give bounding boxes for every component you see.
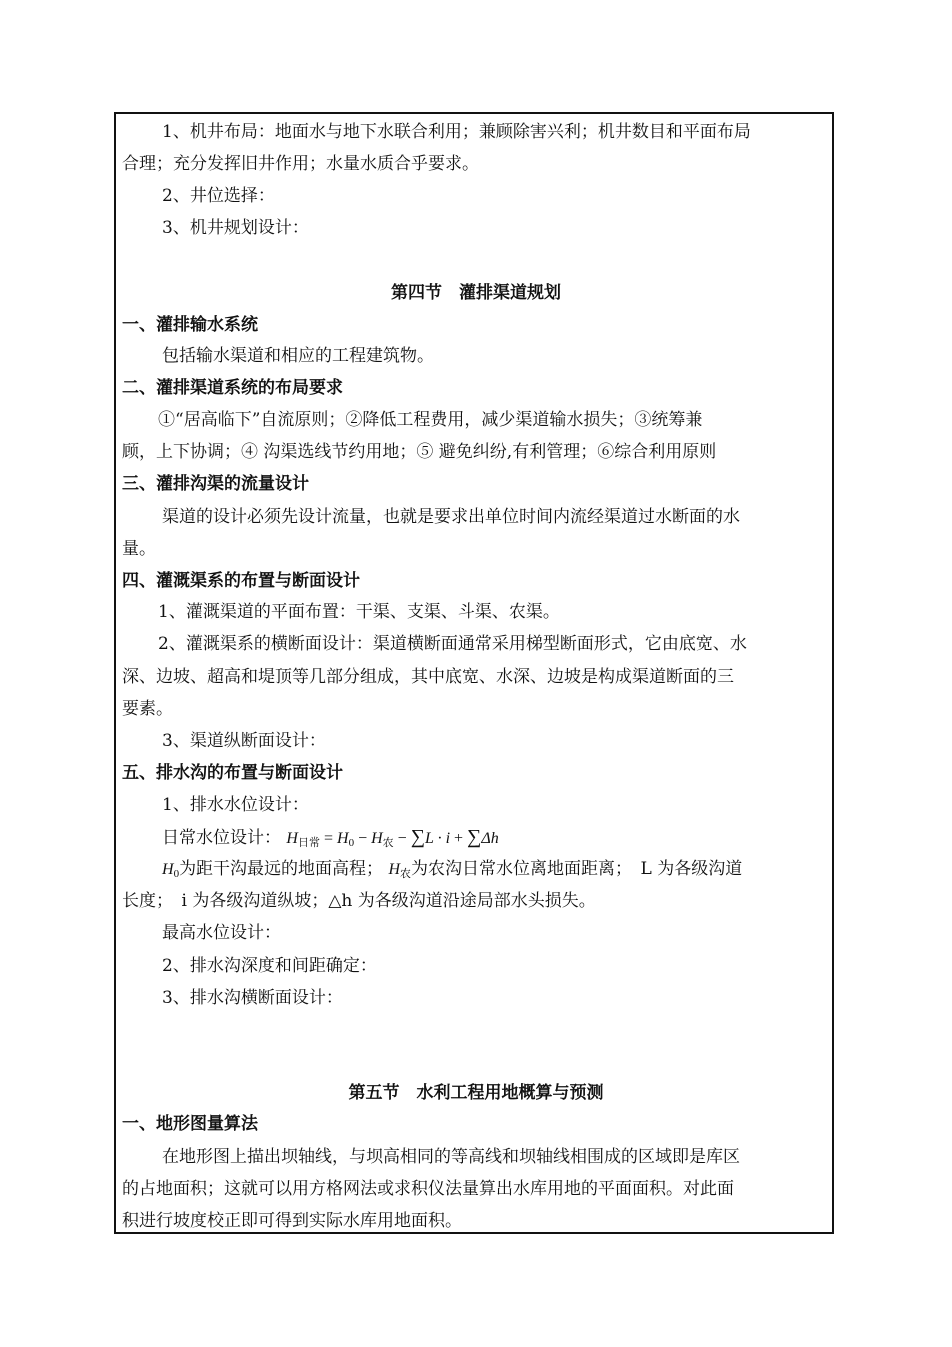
symbol-hnong: $H_农$ <box>388 861 412 880</box>
heading: 三、灌排沟渠的流量设计 <box>122 474 309 494</box>
text-line: 顾，上下协调；④ 沟渠选线节约用地；⑤ 避免纠纷,有利管理；⑥综合利用原则 <box>122 442 717 462</box>
text-line: 的占地面积；这就可以用方格网法或求积仪法量算出水库用地的平面面积。对此面 <box>122 1179 734 1199</box>
drainage-formula: $H_{日常} = H_0 - H_农 - \sum L \cdot i + \sum\Delta h$ <box>286 826 499 849</box>
section-title: 第五节 水利工程用地概算与预测 <box>348 1083 604 1103</box>
text-line: 1、机井布局：地面水与地下水联合利用；兼顾除害兴利；机井数目和平面布局 <box>162 122 751 142</box>
text-line: 2、灌溉渠系的横断面设计：渠道横断面通常采用梯型断面形式，它由底宽、水 <box>158 634 747 654</box>
text-line: 合理；充分发挥旧井作用；水量水质合乎要求。 <box>122 154 479 174</box>
text-line: ①“居高临下”自流原则；②降低工程费用，减少渠道输水损失；③统筹兼 <box>158 410 703 430</box>
text-line: 3、排水沟横断面设计： <box>162 988 343 1008</box>
heading: 四、灌溉渠系的布置与断面设计 <box>122 571 360 591</box>
formula-label: 日常水位设计： <box>162 828 281 848</box>
text-line: 长度； i 为各级沟道纵坡；△h 为各级沟道沿途局部水头损失。 <box>122 891 596 911</box>
text-line: 包括输水渠道和相应的工程建筑物。 <box>162 346 434 366</box>
text-line: 积进行坡度校正即可得到实际水库用地面积。 <box>122 1211 462 1231</box>
text-line <box>162 857 742 886</box>
text-line: 1、灌溉渠道的平面布置：干渠、支渠、斗渠、农渠。 <box>158 602 560 622</box>
section-title: 第四节 灌排渠道规划 <box>391 283 561 303</box>
text-line: 量。 <box>122 539 156 559</box>
text-line: 1、排水水位设计： <box>162 795 309 815</box>
text-line: 2、井位选择： <box>162 186 275 206</box>
heading: 一、灌排输水系统 <box>122 315 258 335</box>
text-line: 在地形图上描出坝轴线，与坝高相同的等高线和坝轴线相围成的区域即是库区 <box>162 1147 740 1167</box>
formula-line <box>162 825 499 855</box>
text-line: 最高水位设计： <box>162 923 281 943</box>
text-line: 3、渠道纵断面设计： <box>162 731 326 751</box>
text-line: 渠道的设计必须先设计流量，也就是要求出单位时间内流经渠道过水断面的水 <box>162 507 740 527</box>
heading: 五、排水沟的布置与断面设计 <box>122 763 343 783</box>
text-line: 3、机井规划设计： <box>162 218 309 238</box>
text-line: 2、排水沟深度和间距确定： <box>162 956 377 976</box>
heading: 二、灌排渠道系统的布局要求 <box>122 378 343 398</box>
text-span: 为距干沟最远的地面高程； <box>179 859 384 879</box>
text-line: 要素。 <box>122 699 173 719</box>
text-span: 为农沟日常水位离地面距离； L 为各级沟道 <box>411 859 743 879</box>
heading: 一、地形图量算法 <box>122 1114 258 1134</box>
symbol-h0: $H_0$ <box>162 861 180 880</box>
text-line: 深、边坡、超高和堤顶等几部分组成，其中底宽、水深、边坡是构成渠道断面的三 <box>122 667 734 687</box>
